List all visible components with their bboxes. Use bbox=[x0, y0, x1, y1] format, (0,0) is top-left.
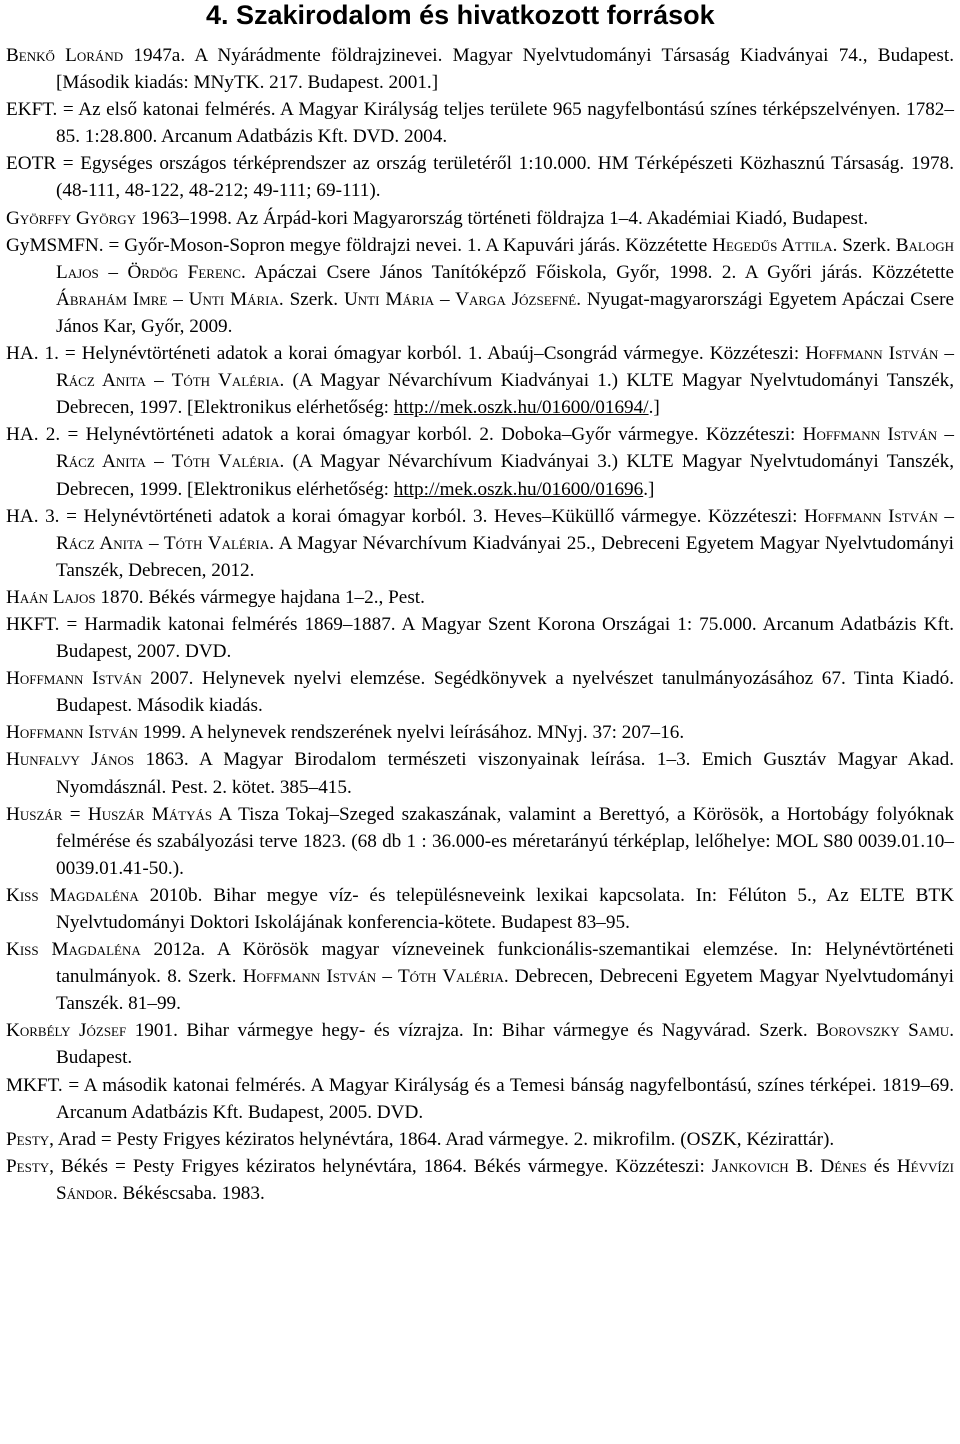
reference-author: Pesty bbox=[6, 1128, 50, 1150]
reference-text: .] bbox=[648, 397, 660, 419]
reference-text: HKFT. = Harmadik katonai felmérés 1869–1887. A Magyar Szent Korona Országai 1: 75.000. Arcanum Adatbázis Kft. Budapest, 2007. DVD. bbox=[6, 613, 954, 663]
reference-text: . Debrecen, Debreceni Egyetem Magyar Nyelvtudományi Tanszék. 81–99. bbox=[56, 966, 954, 1015]
reference-link[interactable]: http://mek.oszk.hu/01600/01696 bbox=[393, 478, 644, 500]
reference-text: 1870. Békés vármegye hajdana 1–2., Pest. bbox=[95, 586, 425, 608]
reference-text: , Békés = Pesty Frigyes kéziratos helynévtára, 1864. Békés vármegye. Közzéteszi: bbox=[49, 1155, 712, 1177]
reference-text: .] bbox=[643, 478, 655, 500]
reference-text: . Nyugat-magyarországi Egyetem Apáczai Csere János Kar, Győr, 2009. bbox=[56, 288, 954, 337]
reference-text: . (A Magyar Névarchívum Kiadványai 3.) KLTE Magyar Nyelvtudományi Tanszék, Debrecen, 1999. [Elektronikus elérhetőség: bbox=[56, 451, 955, 500]
reference-text: . Szerk. bbox=[278, 288, 344, 310]
reference-text: HA. 2. = Helynévtörténeti adatok a korai ómagyar korból. 2. Doboka–Győr vármegye. Közzéteszi: bbox=[6, 424, 803, 446]
reference-text: 1999. A helynevek rendszerének nyelvi leírásához. MNyj. 37: 207–16. bbox=[137, 722, 685, 744]
reference-item bbox=[6, 801, 954, 882]
reference-item bbox=[6, 421, 954, 502]
reference-item bbox=[6, 1153, 954, 1207]
reference-text: 1901. Bihar vármegye hegy- és vízrajza. In: Bihar vármegye és Nagyvárad. Szerk. bbox=[126, 1020, 817, 1042]
reference-text: . Békéscsaba. 1983. bbox=[112, 1182, 265, 1204]
reference-text: 2010b. Bihar megye víz- és településneveink lexikai kapcsolata. In: Félúton 5., Az ELTE BTK Nyelvtudományi Doktori Iskolájának konferencia-kötete. Budapest 83–95. bbox=[56, 884, 954, 933]
section-heading: 4. Szakirodalom és hivatkozott források bbox=[206, 0, 715, 30]
reference-text: 2012a. A Körösök magyar vízneveinek funkcionális-szemantikai elemzése. In: Helynévtörténeti tanulmányok. 8. Szerk. bbox=[56, 939, 954, 988]
reference-text: . Szerk. bbox=[832, 234, 896, 256]
reference-text: EKFT. = Az első katonai felmérés. A Magyar Királyság teljes területe 965 nagyfelbontású színes térképszelvényen. 1782–85. 1:28.800. Arcanum Adatbázis Kft. DVD. 2004. bbox=[6, 99, 954, 148]
reference-link[interactable]: http://mek.oszk.hu/01600/01694/ bbox=[393, 397, 649, 419]
reference-author: Hoffmann István – Rácz Anita – Tóth Valéria bbox=[56, 505, 955, 554]
reference-text: HA. 3. = Helynévtörténeti adatok a korai ómagyar korból. 3. Heves–Küküllő vármegye. Közzéteszi: bbox=[6, 505, 805, 527]
reference-item bbox=[6, 503, 954, 584]
reference-text: EOTR = Egységes országos térképrendszer az ország területéről 1:10.000. HM Térképészeti Közhasznú Társaság. 1978. (48-111, 48-122, 48-212; 49-111; 69-111). bbox=[6, 153, 954, 202]
reference-author: Hoffmann István – Tóth Valéria bbox=[242, 966, 504, 988]
reference-author: Jankovich B. Dénes bbox=[711, 1155, 867, 1177]
reference-item bbox=[6, 936, 954, 1017]
reference-author: Hoffmann István – Rácz Anita – Tóth Valéria bbox=[56, 343, 955, 392]
reference-text: MKFT. = A második katonai felmérés. A Magyar Királyság és a Temesi bánság nagyfelbontású, színes térképei. 1819–69. Arcanum Adatbázis Kft. Budapest, 2005. DVD. bbox=[6, 1074, 954, 1123]
reference-item bbox=[6, 150, 954, 204]
reference-text: 1863. A Magyar Birodalom természeti viszonyainak leírása. 1–3. Emich Gusztáv Magyar Akad. Nyomdásznál. Pest. 2. kötet. 385–415. bbox=[56, 749, 954, 798]
reference-item bbox=[6, 584, 954, 611]
reference-author: Hoffmann István bbox=[6, 668, 142, 690]
reference-author: Hoffmann István – Rácz Anita – Tóth Valéria bbox=[56, 424, 954, 473]
reference-text: . Apáczai Csere János Tanítóképző Főiskola, Győr, 1998. 2. A Győri járás. Közzétette bbox=[240, 261, 954, 283]
reference-author: Pesty bbox=[6, 1155, 50, 1177]
reference-text: , Arad = Pesty Frigyes kéziratos helynévtára, 1864. Arad vármegye. 2. mikrofilm. (OSZK, Kézirattár). bbox=[49, 1128, 835, 1150]
reference-item bbox=[6, 1017, 954, 1071]
reference-item bbox=[6, 1072, 954, 1126]
reference-text: . Budapest. bbox=[56, 1020, 954, 1069]
reference-author: Unti Mária – Varga Józsefné bbox=[343, 288, 577, 310]
reference-text: 1947a. A Nyárádmente földrajzinevei. Magyar Nyelvtudományi Társaság Kiadványai 74., Budapest. [Második kiadás: MNyTK. 217. Budapest. 2001.] bbox=[56, 45, 954, 94]
reference-item bbox=[6, 340, 954, 421]
reference-item bbox=[6, 719, 954, 746]
reference-item bbox=[6, 882, 954, 936]
reference-item bbox=[6, 746, 954, 800]
reference-author: Györffy György bbox=[6, 207, 137, 229]
reference-text: = bbox=[62, 803, 88, 825]
reference-author: Huszár Mátyás bbox=[87, 803, 213, 825]
reference-text: A Tisza Tokaj–Szeged szakaszának, valamint a Berettyó, a Körösök, a Hortobágy folyóknak felmérése és szabályozási terve 1823. (68 db 1 : 36.000-es méretarányú térképlap, lelőhelye: MOL S80 0039.01.10–0039.01.41-50.). bbox=[56, 803, 955, 879]
reference-author: Haán Lajos bbox=[6, 586, 96, 608]
reference-item bbox=[6, 96, 954, 150]
reference-author: Hévvízi Sándor bbox=[56, 1155, 954, 1204]
reference-author: Borovszky Samu bbox=[816, 1020, 950, 1042]
reference-item bbox=[6, 205, 954, 232]
reference-text: 2007. Helynevek nyelvi elemzése. Segédkönyvek a nyelvészet tanulmányozásához 67. Tinta Kiadó. Budapest. Második kiadás. bbox=[56, 668, 954, 717]
reference-text: 1963–1998. Az Árpád-kori Magyarország történeti földrajza 1–4. Akadémiai Kiadó, Budapest. bbox=[136, 207, 869, 229]
reference-author: Hunfalvy János bbox=[6, 749, 135, 771]
reference-author: Hegedűs Attila bbox=[712, 234, 833, 256]
reference-text: HA. 1. = Helynévtörténeti adatok a korai ómagyar korból. 1. Abaúj–Csongrád vármegye. Közzéteszi: bbox=[6, 343, 806, 365]
reference-item bbox=[6, 611, 954, 665]
reference-list bbox=[6, 42, 954, 1207]
reference-text: . A Magyar Névarchívum Kiadványai 25., Debreceni Egyetem Magyar Nyelvtudományi Tanszék, Debrecen, 2012. bbox=[56, 532, 955, 581]
reference-text: . (A Magyar Névarchívum Kiadványai 1.) KLTE Magyar Nyelvtudományi Tanszék, Debrecen, 1997. [Elektronikus elérhetőség: bbox=[56, 370, 955, 419]
reference-text: és bbox=[866, 1155, 897, 1177]
reference-item bbox=[6, 42, 954, 96]
reference-author: Balogh Lajos – Ördög Ferenc bbox=[56, 234, 955, 283]
reference-author: Ábrahám Imre – Unti Mária bbox=[56, 288, 279, 310]
reference-item bbox=[6, 1126, 954, 1153]
reference-author: Benkő Loránd bbox=[6, 45, 124, 66]
reference-author: Kiss Magdaléna bbox=[6, 884, 139, 906]
reference-author: Huszár bbox=[6, 803, 63, 825]
reference-text: GyMSMFN. = Győr-Moson-Sopron megye földrajzi nevei. 1. A Kapuvári járás. Közzétette bbox=[6, 234, 713, 256]
reference-author: Korbély József bbox=[6, 1020, 127, 1042]
reference-author: Kiss Magdaléna bbox=[6, 939, 141, 961]
reference-author: Hoffmann István bbox=[6, 722, 138, 744]
reference-item bbox=[6, 232, 954, 340]
reference-item bbox=[6, 665, 954, 719]
